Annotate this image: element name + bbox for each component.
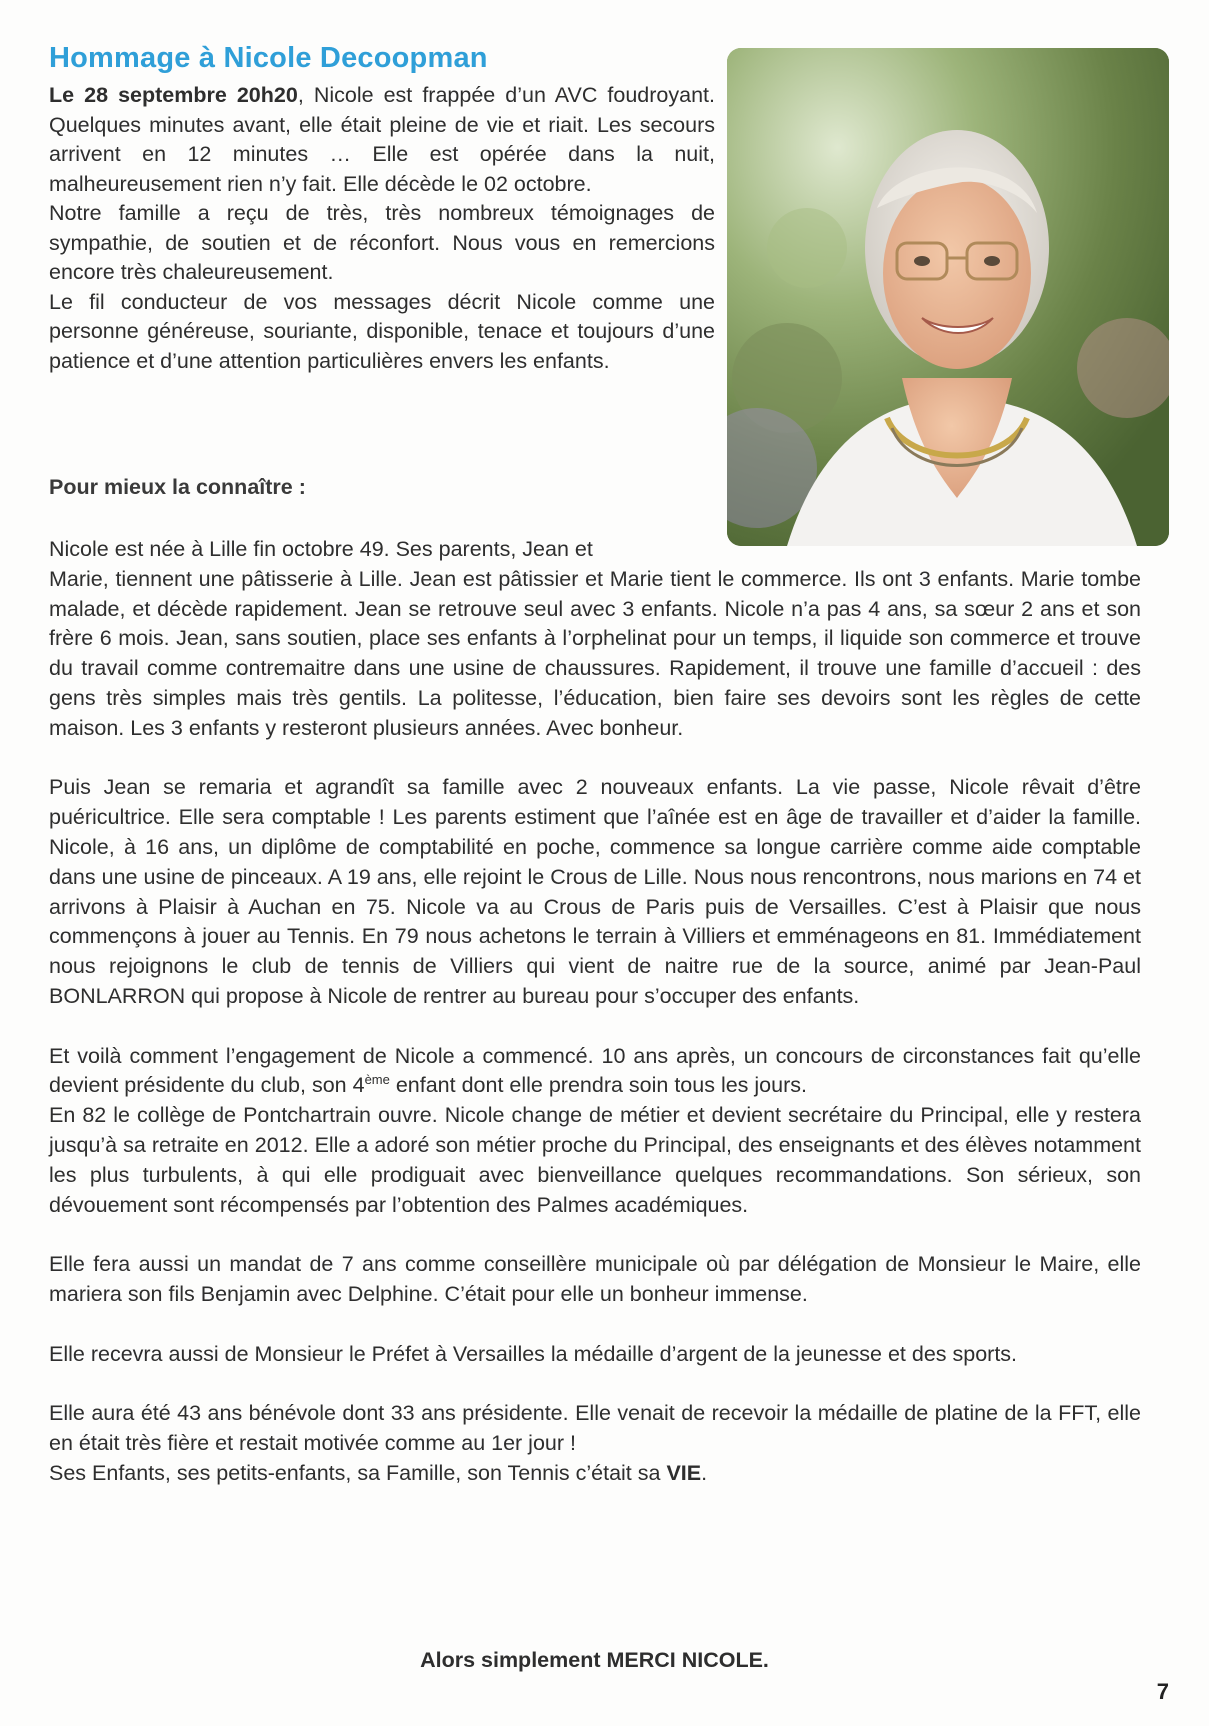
biography-paragraph-3 [49,1042,1141,1102]
section-subheading: Pour mieux la connaître : [49,475,306,499]
p3-text-b: enfant dont elle prendra soin tous les jours. [389,1073,807,1098]
biography-paragraph-1-start [49,535,1141,565]
biography-paragraph-2: Puis Jean se remaria et agrandît sa famille avec 2 nouveaux enfants. La vie passe, Nicole rêvait d’être puéricultrice. Elle sera comptable ! Les parents estiment que l’aînée est en âge de travailler et d’aider la famille. Nicole, à 16 ans, un diplôme de comptabilité en poche, commence sa longue carrière comme aide comptable dans une usine de pinceaux. A 19 ans, elle rejoint le Crous de Lille. Nous nous rencontrons, nous marions en 74 et arrivons à Plaisir à Auchan en 75. Nicole va au Crous de Paris puis de Versailles. C’est à Plaisir que nous commençons à jouer au Tennis. En 79 nous achetons le terrain à Villiers et emménageons en 81. Immédiatement nous rejoignons le club de tennis de Villiers qui vient de naitre rue de la source, animé par Jean-Paul BONLARRON qui propose à Nicole de rentrer au bureau pour s’occuper des enfants. [49,775,1141,1008]
p6-text: Ses Enfants, ses petits-enfants, sa Famille, son Tennis c’était sa [49,1460,667,1485]
closing-line: Alors simplement MERCI NICOLE. [420,1648,769,1672]
p3-text-a: Et voilà comment l’engagement de Nicole a commencé. 10 ans après, un concours de circonstances fait qu’elle devient présidente du club, son 4 [49,1043,1141,1098]
biography-paragraph-3-cont: En 82 le collège de Pontchartrain ouvre. Nicole change de métier et devient secrétaire du Principal, elle y restera jusqu’à sa retraite en 2012. Elle a adoré son métier proche du Principal, des enseignants et des élèves notamment les plus turbulents, à qui elle prodiguait avec bienveillance quelques recommandations. Son sérieux, son dévouement sont récompensés par l’obtention des Palmes académiques. [49,1103,1141,1217]
p6-period: . [701,1460,708,1485]
biography-paragraph-1: Marie, tiennent une pâtisserie à Lille. Jean est pâtissier et Marie tient le commerce. Ils ont 3 enfants. Marie tombe malade, et décède rapidement. Jean se retrouve seul avec 3 enfants. Nicole n’a pas 4 ans, sa sœur 2 ans et son frère 6 mois. Jean, sans soutien, place ses enfants à l’orphelinat pour un temps, il liquide son commerce et trouve du travail comme contremaitre dans une usine de chaussures. Rapidement, il trouve une famille d’accueil : des gens très simples mais très gentils. La politesse, l’éducation, bien faire ses devoirs sont les règles de cette maison. Les 3 enfants y resteront plusieurs années. Avec bonheur. [49,566,1141,740]
biography-section [49,535,1141,1489]
intro-section [49,81,715,376]
biography-paragraph-6: Elle aura été 43 ans bénévole dont 33 ans présidente. Elle venait de recevoir la médaille de platine de la FFT, elle en était très fière et restait motivée comme au 1er jour ! [49,1401,1141,1455]
article-title: Hommage à Nicole Decoopman [49,42,488,74]
intro-paragraph-3: Le fil conducteur de vos messages décrit Nicole comme une personne généreuse, souriante, disponible, tenace et toujours d’une patience et d’une attention particulières envers les enfants. [49,289,715,373]
biography-paragraph-4: Elle fera aussi un mandat de 7 ans comme conseillère municipale où par délégation de Monsieur le Maire, elle mariera son fils Benjamin avec Delphine. C’était pour elle un bonheur immense. [49,1252,1141,1306]
biography-paragraph-6-end [49,1459,1141,1489]
intro-text: , Nicole est frappée d’un AVC foudroyant. Quelques minutes avant, elle était pleine de vie et riait. Les secours arrivent en 12 minutes … Elle est opérée dans la nuit, malheureusement rien n’y fait. Elle décède le 02 octobre. [49,83,715,196]
intro-paragraph-2: Notre famille a reçu de très, très nombreux témoignages de sympathie, de soutien et de réconfort. Nous vous en remercions encore très chaleureusement. [49,201,715,284]
p3-superscript: ème [364,1072,390,1088]
p6-bold-word: VIE [666,1460,702,1485]
portrait-photo [727,48,1169,546]
biography-first-line: Nicole est née à Lille fin octobre 49. Ses parents, Jean et [49,537,593,561]
intro-date-bold: Le 28 septembre 20h20 [49,83,298,107]
intro-paragraph-1 [49,81,715,199]
page-number: 7 [1156,1679,1169,1704]
biography-paragraph-5: Elle recevra aussi de Monsieur le Préfet à Versailles la médaille d’argent de la jeunesse et des sports. [49,1341,1018,1366]
